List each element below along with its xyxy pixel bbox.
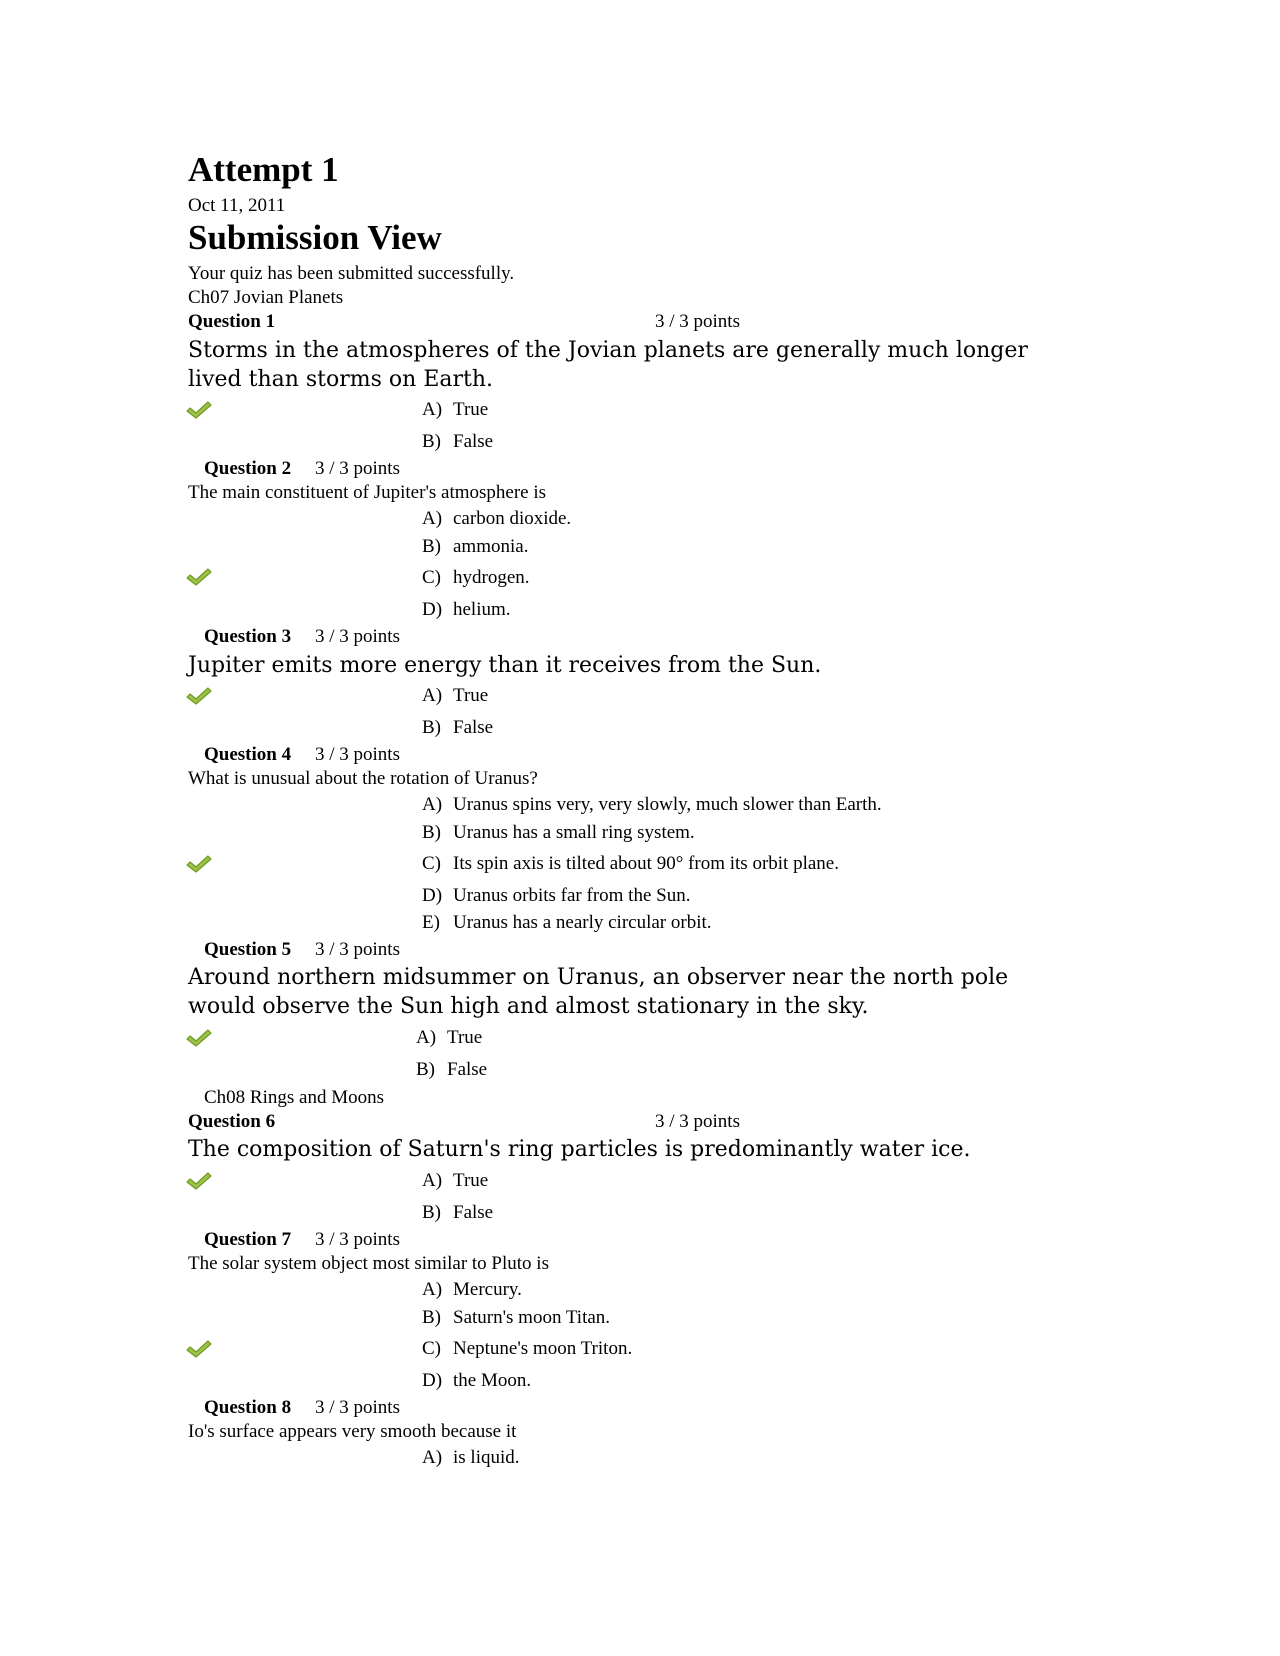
- section-title-ch08: Ch08 Rings and Moons: [204, 1087, 384, 1108]
- question-points: 3 / 3 points: [655, 1111, 740, 1132]
- question-text: What is unusual about the rotation of Uranus?: [188, 768, 538, 789]
- question-label: Question 2: [204, 458, 292, 479]
- answer-option: B) False: [422, 717, 494, 738]
- answer-option: A) True: [416, 1027, 483, 1048]
- page-subtitle: Submission View: [188, 218, 442, 257]
- question-label: Question 4: [204, 744, 292, 765]
- correct-check-icon: [186, 1339, 212, 1359]
- confirmation-message: Your quiz has been submitted successfully.: [188, 263, 515, 284]
- question-points: 3 / 3 points: [655, 311, 740, 332]
- answer-option: A) is liquid.: [422, 1447, 520, 1468]
- question-text: Storms in the atmospheres of the Jovian planets are generally much longer lived than storms on Earth.: [188, 338, 1028, 392]
- question-label: Question 6: [188, 1111, 276, 1132]
- question-points: 3 / 3 points: [315, 458, 400, 479]
- question-label: Question 7: [204, 1229, 292, 1250]
- question-label: Question 5: [204, 939, 292, 960]
- answer-option: B) False: [422, 1202, 494, 1223]
- answer-option: B) Saturn's moon Titan.: [422, 1307, 611, 1328]
- question-text: Io's surface appears very smooth because it: [188, 1421, 517, 1442]
- answer-option: B) Uranus has a small ring system.: [422, 822, 695, 843]
- question-text: The main constituent of Jupiter's atmosphere is: [188, 482, 547, 503]
- answer-option: B) False: [416, 1059, 488, 1080]
- section-title-ch07: Ch07 Jovian Planets: [188, 287, 344, 308]
- answer-option: B) False: [422, 431, 494, 452]
- answer-option: D) helium.: [422, 599, 511, 620]
- answer-option: D) the Moon.: [422, 1370, 532, 1391]
- correct-check-icon: [186, 1171, 212, 1191]
- question-points: 3 / 3 points: [315, 744, 400, 765]
- answer-option: C) hydrogen.: [422, 567, 530, 588]
- question-points: 3 / 3 points: [315, 939, 400, 960]
- correct-check-icon: [186, 567, 212, 587]
- attempt-date: Oct 11, 2011: [188, 195, 286, 216]
- question-text: Jupiter emits more energy than it receives from the Sun.: [188, 653, 822, 678]
- question-points: 3 / 3 points: [315, 1229, 400, 1250]
- answer-option: A) Mercury.: [422, 1279, 522, 1300]
- question-label: Question 1: [188, 311, 276, 332]
- answer-option: A) True: [422, 685, 489, 706]
- correct-check-icon: [186, 686, 212, 706]
- correct-check-icon: [186, 1028, 212, 1048]
- answer-option: C) Its spin axis is tilted about 90° from its orbit plane.: [422, 853, 839, 874]
- answer-option: C) Neptune's moon Triton.: [422, 1338, 633, 1359]
- correct-check-icon: [186, 854, 212, 874]
- question-label: Question 3: [204, 626, 292, 647]
- answer-option: B) ammonia.: [422, 536, 529, 557]
- answer-option: A) carbon dioxide.: [422, 508, 572, 529]
- answer-option: A) True: [422, 1170, 489, 1191]
- answer-option: E) Uranus has a nearly circular orbit.: [422, 912, 712, 933]
- question-points: 3 / 3 points: [315, 626, 400, 647]
- answer-option: A) Uranus spins very, very slowly, much slower than Earth.: [422, 794, 882, 815]
- page-title: Attempt 1: [188, 150, 339, 189]
- correct-check-icon: [186, 400, 212, 420]
- answer-option: A) True: [422, 399, 489, 420]
- question-text: The composition of Saturn's ring particles is predominantly water ice.: [188, 1137, 971, 1162]
- question-points: 3 / 3 points: [315, 1397, 400, 1418]
- answer-option: D) Uranus orbits far from the Sun.: [422, 885, 691, 906]
- question-label: Question 8: [204, 1397, 292, 1418]
- question-text: Around northern midsummer on Uranus, an observer near the north pole would observe the Sun high and almost stationary in the sky.: [188, 965, 1009, 1019]
- question-text: The solar system object most similar to Pluto is: [188, 1253, 549, 1274]
